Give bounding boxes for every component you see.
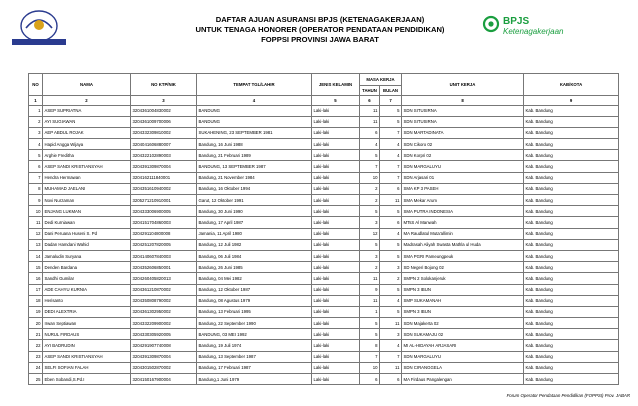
header-bulan: BULAN bbox=[380, 85, 402, 95]
cell-unit-kerja: SMPN 3 IBUN bbox=[402, 306, 524, 317]
cell-tahun: 5 bbox=[360, 329, 380, 340]
cell-nama: Dani Peruana Huseni S. Pd bbox=[43, 228, 131, 239]
cell-ktp: 3204350808790002 bbox=[131, 295, 197, 306]
bpjs-ketenagakerjaan-logo bbox=[482, 12, 568, 40]
cell-bulan: 5 bbox=[380, 239, 402, 250]
cell-kab-kota: Kab. Bandung bbox=[524, 351, 619, 362]
cell-no: 18 bbox=[29, 295, 43, 306]
cell-jenis-kelamin: Laki-laki bbox=[312, 206, 360, 217]
table-row bbox=[29, 139, 619, 150]
header-kab-kota: KAB/KOTA bbox=[524, 74, 619, 96]
participants-table bbox=[28, 73, 619, 385]
cell-nama: Jamaludin Suryana bbox=[43, 250, 131, 261]
header-no: NO bbox=[29, 74, 43, 96]
cell-ktp: 3204330305920005 bbox=[131, 329, 197, 340]
cell-kab-kota: Kab. Bandung bbox=[524, 183, 619, 194]
cell-ktp: 3204041606880007 bbox=[131, 139, 197, 150]
cell-bulan: 4 bbox=[380, 340, 402, 351]
cell-tahun: 11 bbox=[360, 105, 380, 116]
cell-ttl: Bandung,1 Juni 1979 bbox=[197, 374, 312, 385]
cell-no: 7 bbox=[29, 172, 43, 183]
cell-kab-kota: Kab. Bandung bbox=[524, 374, 619, 385]
cell-no: 25 bbox=[29, 374, 43, 385]
cell-ktp: 3204291907740008 bbox=[131, 340, 197, 351]
cell-no: 1 bbox=[29, 105, 43, 116]
cell-unit-kerja: SDN SITUSIRNA bbox=[402, 105, 524, 116]
cell-bulan: 7 bbox=[380, 127, 402, 138]
footer-note: Forum Operator Pendataan Pendidikan (FOPPSI) Prov. JABAR bbox=[506, 393, 630, 398]
cell-kab-kota: Kab. Bandung bbox=[524, 250, 619, 261]
cell-jenis-kelamin: Laki-laki bbox=[312, 351, 360, 362]
column-number-cell: 3 bbox=[131, 95, 197, 105]
cell-unit-kerja: SMA Mekar Arum bbox=[402, 195, 524, 206]
cell-jenis-kelamin: Laki-laki bbox=[312, 217, 360, 228]
cell-ttl: Jamania, 11 April 1980 bbox=[197, 228, 312, 239]
cell-kab-kota: Kab. Bandung bbox=[524, 127, 619, 138]
cell-jenis-kelamin: Laki-laki bbox=[312, 284, 360, 295]
header-unit-kerja: UNIT KERJA bbox=[402, 74, 524, 96]
cell-kab-kota: Kab. Bandung bbox=[524, 150, 619, 161]
cell-ktp: 3205271210910001 bbox=[131, 195, 197, 206]
cell-jenis-kelamin: Laki-laki bbox=[312, 127, 360, 138]
header-tahun: TAHUN bbox=[360, 85, 380, 95]
cell-no: 6 bbox=[29, 161, 43, 172]
cell-ttl: BANDUNG bbox=[197, 105, 312, 116]
cell-kab-kota: Kab. Bandung bbox=[524, 273, 619, 284]
cell-kab-kota: Kab. Bandung bbox=[524, 116, 619, 127]
cell-ttl: SUKAHENING, 23 SEPTEMBER 1981 bbox=[197, 127, 312, 138]
cell-kab-kota: Kab. Bandung bbox=[524, 329, 619, 340]
cell-nama: Eben Sobandi,S.Pd.I bbox=[43, 374, 131, 385]
cell-kab-kota: Kab. Bandung bbox=[524, 217, 619, 228]
cell-jenis-kelamin: Laki-laki bbox=[312, 228, 360, 239]
cell-ktp: 3204332309810002 bbox=[131, 127, 197, 138]
cell-unit-kerja: SDN MARTADINATA bbox=[402, 127, 524, 138]
cell-nama: Hapid Angga Wijaya bbox=[43, 139, 131, 150]
cell-kab-kota: Kab. Bandung bbox=[524, 306, 619, 317]
cell-tahun: 11 bbox=[360, 116, 380, 127]
cell-tahun: 5 bbox=[360, 206, 380, 217]
cell-bulan: 4 bbox=[380, 150, 402, 161]
cell-unit-kerja: SMPN 2 Solokanjeruk bbox=[402, 273, 524, 284]
cell-bulan: 11 bbox=[380, 195, 402, 206]
cell-unit-kerja: SMPN 3 IBUN bbox=[402, 284, 524, 295]
cell-tahun: 12 bbox=[360, 228, 380, 239]
cell-ttl: Bandung, 22 September 1990 bbox=[197, 318, 312, 329]
cell-no: 11 bbox=[29, 217, 43, 228]
table-row bbox=[29, 340, 619, 351]
table-row bbox=[29, 127, 619, 138]
cell-ttl: Bandung, 17 April 1987 bbox=[197, 217, 312, 228]
cell-tahun: 2 bbox=[360, 183, 380, 194]
cell-no: 14 bbox=[29, 250, 43, 261]
cell-ttl: Bandung, 16 Juni 1988 bbox=[197, 139, 312, 150]
cell-nama: Herisanto bbox=[43, 295, 131, 306]
cell-jenis-kelamin: Laki-laki bbox=[312, 250, 360, 261]
column-number-cell: 1 bbox=[29, 95, 43, 105]
cell-unit-kerja: SMA PUTRA INDONESIA bbox=[402, 206, 524, 217]
cell-kab-kota: Kab. Bandung bbox=[524, 284, 619, 295]
cell-jenis-kelamin: Laki-laki bbox=[312, 295, 360, 306]
cell-nama: Irwan Septiawan bbox=[43, 318, 131, 329]
table-row bbox=[29, 150, 619, 161]
header-masa-kerja: MASA KERJA bbox=[360, 74, 402, 86]
cell-no: 2 bbox=[29, 116, 43, 127]
cell-tahun: 8 bbox=[360, 340, 380, 351]
cell-kab-kota: Kab. Bandung bbox=[524, 362, 619, 373]
cell-ktp: 3204361302950002 bbox=[131, 306, 197, 317]
cell-unit-kerja: SMA KP 3 PASEH bbox=[402, 183, 524, 194]
cell-no: 13 bbox=[29, 239, 43, 250]
header-ttl: TEMPAT TGL/LAHIR bbox=[197, 74, 312, 96]
column-number-cell: 8 bbox=[402, 95, 524, 105]
column-number-cell: 2 bbox=[43, 95, 131, 105]
cell-jenis-kelamin: Laki-laki bbox=[312, 116, 360, 127]
title-line-2: UNTUK TENAGA HONORER (OPERATOR PENDATAAN PENDIDIKAN) bbox=[195, 25, 445, 34]
cell-kab-kota: Kab. Bandung bbox=[524, 139, 619, 150]
cell-nama: ADE CAHYU KURNIA bbox=[43, 284, 131, 295]
header-ktp: NO KTP/NIK bbox=[131, 74, 197, 96]
title-line-3: FOPPSI PROVINSI JAWA BARAT bbox=[261, 35, 379, 44]
table-row bbox=[29, 362, 619, 373]
cell-ttl: Bandung, 16 Oktober 1994 bbox=[197, 183, 312, 194]
cell-kab-kota: Kab. Bandung bbox=[524, 105, 619, 116]
cell-unit-kerja: MI AL-HIDAYAH ARJASARI bbox=[402, 340, 524, 351]
cell-no: 22 bbox=[29, 340, 43, 351]
cell-ktp: 3204150167900004 bbox=[131, 374, 197, 385]
cell-bulan: 5 bbox=[380, 105, 402, 116]
cell-bulan: 5 bbox=[380, 284, 402, 295]
cell-tahun: 10 bbox=[360, 172, 380, 183]
cell-nama: DEDI ALEXTRIA bbox=[43, 306, 131, 317]
cell-nama: AYI SUGIAWAN bbox=[43, 116, 131, 127]
column-number-cell: 9 bbox=[524, 95, 619, 105]
cell-unit-kerja: MA Firdaus Pangalengan bbox=[402, 374, 524, 385]
cell-jenis-kelamin: Laki-laki bbox=[312, 161, 360, 172]
cell-no: 16 bbox=[29, 273, 43, 284]
cell-bulan: 7 bbox=[380, 172, 402, 183]
table-row bbox=[29, 318, 619, 329]
cell-ktp: 3204251207820005 bbox=[131, 239, 197, 250]
column-number-cell: 6 bbox=[360, 95, 380, 105]
cell-nama: Sandhi Gumilar bbox=[43, 273, 131, 284]
cell-no: 3 bbox=[29, 127, 43, 138]
foppsi-logo bbox=[6, 6, 72, 50]
cell-ktp: 3204361210870002 bbox=[131, 284, 197, 295]
cell-unit-kerja: SDN Majakerta 02 bbox=[402, 318, 524, 329]
table-body bbox=[29, 105, 619, 385]
cell-unit-kerja: SDN CIRANGGELA bbox=[402, 362, 524, 373]
cell-ktp: 3204351610940002 bbox=[131, 183, 197, 194]
cell-kab-kota: Kab. Bandung bbox=[524, 340, 619, 351]
cell-nama: Denden Bardana bbox=[43, 262, 131, 273]
cell-nama: MUHAMAD JAELANI bbox=[43, 183, 131, 194]
cell-ktp: 3204291104800008 bbox=[131, 228, 197, 239]
cell-tahun: 10 bbox=[360, 362, 380, 373]
cell-nama: Dedi Kurniawan bbox=[43, 217, 131, 228]
cell-ttl: Bandung, 12 Oktober 1987 bbox=[197, 284, 312, 295]
table-row bbox=[29, 105, 619, 116]
cell-nama: AYI BADRUDIN bbox=[43, 340, 131, 351]
cell-bulan: 7 bbox=[380, 161, 402, 172]
cell-jenis-kelamin: Laki-laki bbox=[312, 105, 360, 116]
cell-unit-kerja: SDN SITUSIRNA bbox=[402, 116, 524, 127]
cell-ktp: 3204361004830002 bbox=[131, 105, 197, 116]
cell-bulan: 7 bbox=[380, 351, 402, 362]
column-number-cell: 5 bbox=[312, 95, 360, 105]
table-row bbox=[29, 306, 619, 317]
cell-jenis-kelamin: Laki-laki bbox=[312, 318, 360, 329]
cell-ttl: Bandung, 21 Februari 1989 bbox=[197, 150, 312, 161]
cell-nama: Hendra Hermawan bbox=[43, 172, 131, 183]
column-number-row bbox=[29, 95, 619, 105]
cell-no: 9 bbox=[29, 195, 43, 206]
cell-unit-kerja: SDN Korpri 02 bbox=[402, 150, 524, 161]
cell-ktp: 3204333006900005 bbox=[131, 206, 197, 217]
cell-tahun: 11 bbox=[360, 273, 380, 284]
cell-jenis-kelamin: Laki-laki bbox=[312, 329, 360, 340]
cell-kab-kota: Kab. Bandung bbox=[524, 295, 619, 306]
cell-nama: NURUL FIRDAUS bbox=[43, 329, 131, 340]
cell-nama: ASEP SANDI KRISTIANSYAH bbox=[43, 161, 131, 172]
table-row bbox=[29, 295, 619, 306]
cell-ktp: 3204140607840003 bbox=[131, 250, 197, 261]
cell-ktp: 3204391309870004 bbox=[131, 161, 197, 172]
cell-tahun: 7 bbox=[360, 351, 380, 362]
cell-kab-kota: Kab. Bandung bbox=[524, 206, 619, 217]
cell-kab-kota: Kab. Bandung bbox=[524, 172, 619, 183]
cell-bulan: 5 bbox=[380, 206, 402, 217]
cell-tahun: 4 bbox=[360, 139, 380, 150]
cell-nama: ASEP SUPRIATNA bbox=[43, 105, 131, 116]
cell-ttl: Bandung, 21 November 1984 bbox=[197, 172, 312, 183]
cell-kab-kota: Kab. Bandung bbox=[524, 318, 619, 329]
cell-ktp: 3204322102890003 bbox=[131, 150, 197, 161]
cell-ttl: Bandung, 30 Juni 1990 bbox=[197, 206, 312, 217]
cell-bulan: 6 bbox=[380, 217, 402, 228]
cell-unit-kerja: SMA PGRI Pameungpeuk bbox=[402, 250, 524, 261]
cell-unit-kerja: Madrasah Aliyah Swasta Mathla ul Huda bbox=[402, 239, 524, 250]
cell-tahun: 9 bbox=[360, 284, 380, 295]
cell-unit-kerja: MTsS Al Manwah bbox=[402, 217, 524, 228]
table-row bbox=[29, 284, 619, 295]
cell-ttl: Bandung, 13 September 1987 bbox=[197, 351, 312, 362]
cell-bulan: 3 bbox=[380, 329, 402, 340]
cell-tahun: 3 bbox=[360, 217, 380, 228]
bpjs-sub-text: Ketenagakerjaan bbox=[503, 27, 564, 36]
cell-ttl: Bandung, 12 Juli 1982 bbox=[197, 239, 312, 250]
cell-tahun: 6 bbox=[360, 374, 380, 385]
column-number-cell: 7 bbox=[380, 95, 402, 105]
cell-tahun: 2 bbox=[360, 195, 380, 206]
cell-tahun: 2 bbox=[360, 262, 380, 273]
cell-unit-kerja: SDN Arjasari 01 bbox=[402, 172, 524, 183]
cell-nama: Arghie Freditha bbox=[43, 150, 131, 161]
table-row bbox=[29, 329, 619, 340]
cell-kab-kota: Kab. Bandung bbox=[524, 228, 619, 239]
cell-ttl: Bandung, 26 Juni 1985 bbox=[197, 262, 312, 273]
cell-ktp: 3204332209900002 bbox=[131, 318, 197, 329]
cell-ttl: Bandung, 04 Mei 1982 bbox=[197, 273, 312, 284]
cell-ttl: Bandung, 06 Juli 1984 bbox=[197, 250, 312, 261]
cell-jenis-kelamin: Laki-laki bbox=[312, 340, 360, 351]
cell-bulan: 3 bbox=[380, 262, 402, 273]
table-row bbox=[29, 172, 619, 183]
cell-ktp: 3204162111840001 bbox=[131, 172, 197, 183]
cell-jenis-kelamin: Laki-laki bbox=[312, 306, 360, 317]
cell-kab-kota: Kab. Bandung bbox=[524, 239, 619, 250]
cell-bulan: 4 bbox=[380, 295, 402, 306]
cell-unit-kerja: SDN MARGALUYU bbox=[402, 161, 524, 172]
cell-no: 5 bbox=[29, 150, 43, 161]
bpjs-brand-text: BPJS bbox=[503, 16, 530, 27]
cell-ktp: 3204301502870002 bbox=[131, 362, 197, 373]
cell-ttl: Bandung, 13 Februari 1995 bbox=[197, 306, 312, 317]
table-row bbox=[29, 206, 619, 217]
cell-bulan: 6 bbox=[380, 374, 402, 385]
cell-nama: AEP ABDUL ROJAK bbox=[43, 127, 131, 138]
cell-nama: Dadan Hamdani Wahid bbox=[43, 239, 131, 250]
cell-ktp: 3204391309870004 bbox=[131, 351, 197, 362]
cell-ktp: 3204260405820013 bbox=[131, 273, 197, 284]
cell-ttl: Bandung, 19 Juli 1974 bbox=[197, 340, 312, 351]
cell-jenis-kelamin: Laki-laki bbox=[312, 195, 360, 206]
cell-no: 17 bbox=[29, 284, 43, 295]
cell-unit-kerja: SDN SUKAMAJU 02 bbox=[402, 329, 524, 340]
title-line-1: DAFTAR AJUAN ASURANSI BPJS (KETENAGAKERJAAN) bbox=[215, 15, 425, 24]
cell-jenis-kelamin: Laki-laki bbox=[312, 172, 360, 183]
cell-bulan: 6 bbox=[380, 183, 402, 194]
cell-no: 12 bbox=[29, 228, 43, 239]
cell-nama: Novi Nurzaman bbox=[43, 195, 131, 206]
cell-tahun: 7 bbox=[360, 161, 380, 172]
column-number-cell: 4 bbox=[197, 95, 312, 105]
cell-tahun: 5 bbox=[360, 239, 380, 250]
table-row bbox=[29, 351, 619, 362]
cell-jenis-kelamin: Laki-laki bbox=[312, 183, 360, 194]
header-nama: NAMA bbox=[43, 74, 131, 96]
cell-bulan: 5 bbox=[380, 250, 402, 261]
cell-jenis-kelamin: Laki-laki bbox=[312, 239, 360, 250]
cell-nama: SELFI SOFIAN FALAH bbox=[43, 362, 131, 373]
cell-ktp: 3204151704860003 bbox=[131, 217, 197, 228]
cell-ttl: BANDUNG, 03 MEI 1992 bbox=[197, 329, 312, 340]
cell-kab-kota: Kab. Bandung bbox=[524, 195, 619, 206]
cell-jenis-kelamin: Laki-laki bbox=[312, 362, 360, 373]
cell-ttl: BANDUNG bbox=[197, 116, 312, 127]
cell-bulan: 11 bbox=[380, 318, 402, 329]
cell-unit-kerja: SMP SUKAMANAH bbox=[402, 295, 524, 306]
cell-tahun: 11 bbox=[360, 295, 380, 306]
cell-no: 8 bbox=[29, 183, 43, 194]
cell-no: 24 bbox=[29, 362, 43, 373]
cell-bulan: 4 bbox=[380, 228, 402, 239]
cell-ktp: 3204361009700006 bbox=[131, 116, 197, 127]
cell-jenis-kelamin: Laki-laki bbox=[312, 374, 360, 385]
cell-jenis-kelamin: Laki-laki bbox=[312, 262, 360, 273]
table-row bbox=[29, 161, 619, 172]
table-row bbox=[29, 239, 619, 250]
cell-tahun: 6 bbox=[360, 127, 380, 138]
table-row bbox=[29, 183, 619, 194]
cell-bulan: 5 bbox=[380, 116, 402, 127]
cell-ttl: Garut, 12 Oktober 1991 bbox=[197, 195, 312, 206]
cell-unit-kerja: SD Negeri Bojong 02 bbox=[402, 262, 524, 273]
table-row bbox=[29, 116, 619, 127]
cell-ktp: 3204352606850001 bbox=[131, 262, 197, 273]
cell-unit-kerja: SDN MARGALUYU bbox=[402, 351, 524, 362]
cell-no: 10 bbox=[29, 206, 43, 217]
cell-nama: ASEP SANDI KRISTIANSYAH bbox=[43, 351, 131, 362]
cell-unit-kerja: MA Raudlatul Muta'allimin bbox=[402, 228, 524, 239]
cell-bulan: 2 bbox=[380, 273, 402, 284]
cell-no: 19 bbox=[29, 306, 43, 317]
cell-jenis-kelamin: Laki-laki bbox=[312, 150, 360, 161]
cell-bulan: 11 bbox=[380, 362, 402, 373]
table-row bbox=[29, 217, 619, 228]
cell-ttl: BANDUNG, 13 SEPTEMBER 1987 bbox=[197, 161, 312, 172]
cell-no: 20 bbox=[29, 318, 43, 329]
cell-ttl: Bandung, 17 Februari 1987 bbox=[197, 362, 312, 373]
cell-bulan: 5 bbox=[380, 306, 402, 317]
cell-jenis-kelamin: Laki-laki bbox=[312, 273, 360, 284]
cell-kab-kota: Kab. Bandung bbox=[524, 161, 619, 172]
cell-tahun: 1 bbox=[360, 306, 380, 317]
cell-bulan: 4 bbox=[380, 139, 402, 150]
table-row bbox=[29, 273, 619, 284]
table-row bbox=[29, 195, 619, 206]
cell-tahun: 3 bbox=[360, 250, 380, 261]
cell-tahun: 5 bbox=[360, 150, 380, 161]
cell-nama: ENJANG LUKMAN bbox=[43, 206, 131, 217]
cell-ttl: Bandung, 08 Agustus 1979 bbox=[197, 295, 312, 306]
header-jenis-kelamin: JENIS KELAMIN bbox=[312, 74, 360, 96]
cell-no: 23 bbox=[29, 351, 43, 362]
cell-no: 15 bbox=[29, 262, 43, 273]
cell-tahun: 5 bbox=[360, 318, 380, 329]
cell-no: 21 bbox=[29, 329, 43, 340]
table-row bbox=[29, 250, 619, 261]
cell-jenis-kelamin: Laki-laki bbox=[312, 139, 360, 150]
table-row bbox=[29, 228, 619, 239]
table-row bbox=[29, 262, 619, 273]
cell-unit-kerja: SDN Cikoro 02 bbox=[402, 139, 524, 150]
cell-no: 4 bbox=[29, 139, 43, 150]
cell-kab-kota: Kab. Bandung bbox=[524, 262, 619, 273]
table-row bbox=[29, 374, 619, 385]
